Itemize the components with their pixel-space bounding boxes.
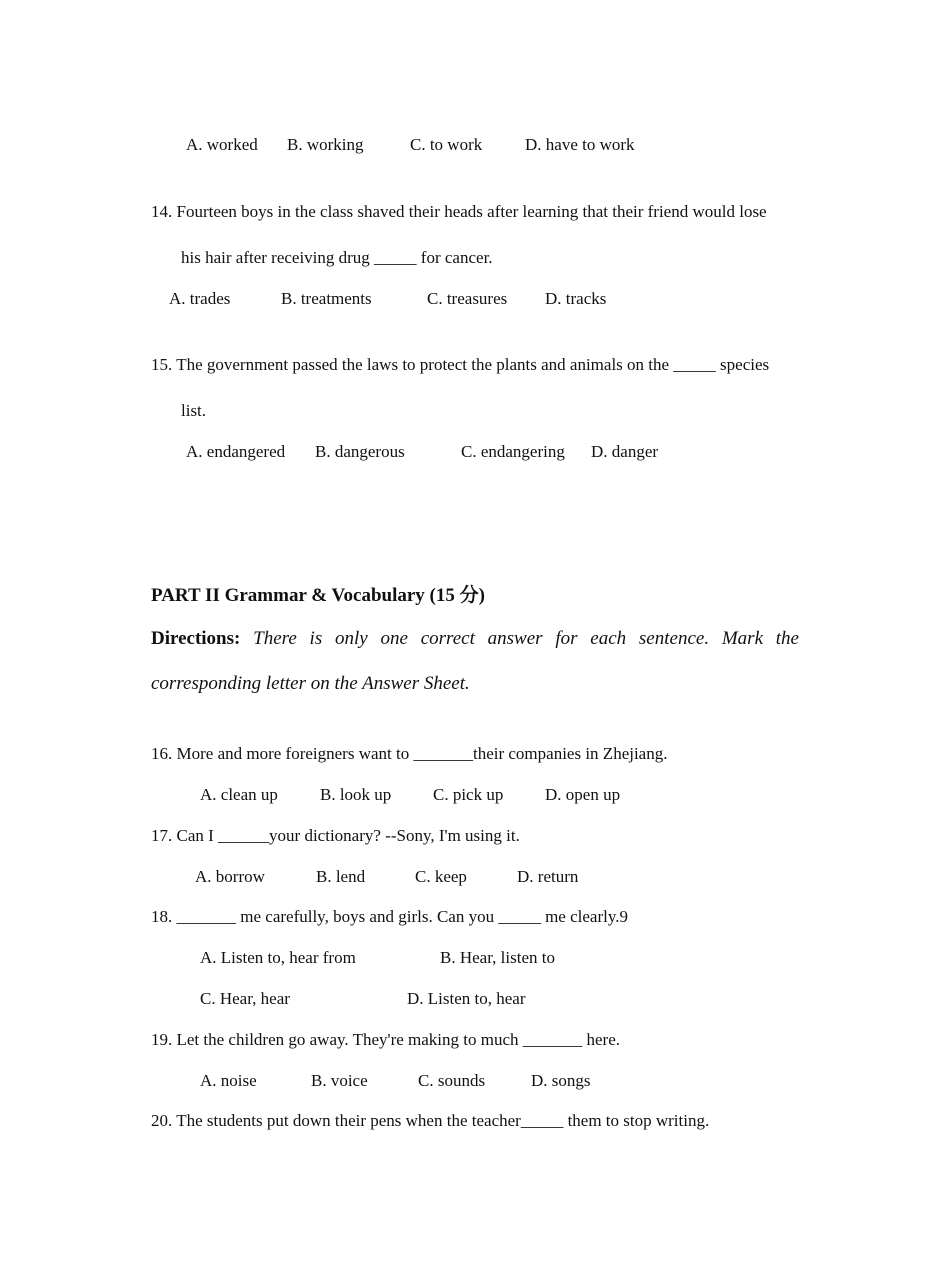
q15-text-line1: 15. The government passed the laws to protect the plants and animals on the _____ species (151, 355, 770, 374)
directions-label: Directions: (151, 628, 241, 649)
q18-option-b: B. Hear, listen to (440, 948, 555, 967)
q19-option-c: C. sounds (418, 1071, 486, 1090)
q19-text: 19. Let the children go away. They're making to much _______ here. (151, 1030, 621, 1049)
q14-option-c: C. treasures (427, 289, 508, 308)
q18-option-a: A. Listen to, hear from (200, 948, 356, 967)
q17-option-d: D. return (517, 867, 579, 886)
q13-option-b: B. working (287, 135, 364, 154)
q14-text-line2: his hair after receiving drug _____ for cancer. (181, 248, 493, 267)
q15-text-line2: list. (181, 401, 207, 420)
q19-option-d: D. songs (531, 1071, 591, 1090)
q13-option-c: C. to work (410, 135, 483, 154)
q19-option-b: B. voice (311, 1071, 368, 1090)
q15-option-c: C. endangering (461, 442, 565, 461)
q15-option-d: D. danger (591, 442, 659, 461)
q16-text: 16. More and more foreigners want to _______their companies in Zhejiang. (151, 744, 668, 763)
q13-option-a: A. worked (186, 135, 258, 154)
q16-option-b: B. look up (320, 785, 392, 804)
q15-option-b: B. dangerous (315, 442, 405, 461)
q14-option-d: D. tracks (545, 289, 607, 308)
q14-option-b: B. treatments (281, 289, 372, 308)
q14-text-line1: 14. Fourteen boys in the class shaved their heads after learning that their friend would lose (151, 202, 767, 221)
directions-line1 (151, 628, 799, 650)
q18-option-d: D. Listen to, hear (407, 989, 526, 1008)
q18-text: 18. _______ me carefully, boys and girls. Can you _____ me clearly.9 (151, 907, 628, 926)
q17-option-b: B. lend (316, 867, 366, 886)
q17-option-c: C. keep (415, 867, 467, 886)
q16-option-d: D. open up (545, 785, 621, 804)
q13-option-d: D. have to work (525, 135, 635, 154)
q15-option-a: A. endangered (186, 442, 286, 461)
q20-text: 20. The students put down their pens when the teacher_____ them to stop writing. (151, 1111, 710, 1130)
part2-title: PART II Grammar & Vocabulary (15 分) (151, 585, 485, 606)
q16-option-a: A. clean up (200, 785, 278, 804)
q16-option-c: C. pick up (433, 785, 504, 804)
q14-option-a: A. trades (169, 289, 231, 308)
q17-option-a: A. borrow (195, 867, 265, 886)
directions-text-line2: corresponding letter on the Answer Sheet. (151, 673, 470, 694)
q18-option-c: C. Hear, hear (200, 989, 290, 1008)
directions-text-line1: There is only one correct answer for each sentence. Mark the (253, 628, 799, 649)
q17-text: 17. Can I ______your dictionary? --Sony, I'm using it. (151, 826, 520, 845)
q19-option-a: A. noise (200, 1071, 257, 1090)
